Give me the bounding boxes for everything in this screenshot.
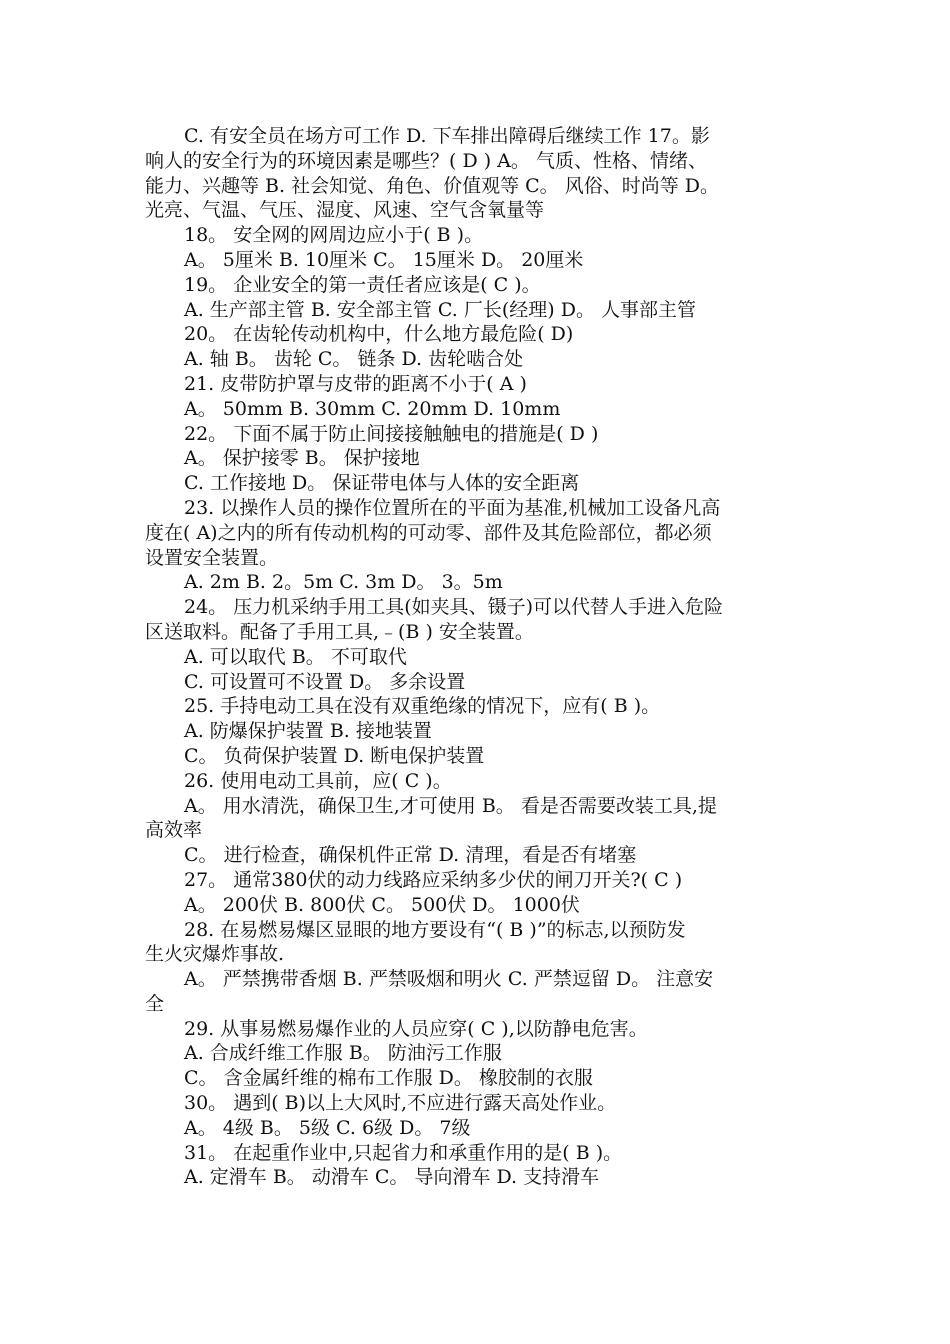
text-line: 26. 使用电动工具前，应( C )。 — [184, 769, 452, 792]
text-line: 22。 下面不属于防止间接接触触电的措施是( D ) — [184, 422, 599, 445]
text-line: A。 4级 B。 5级 C. 6级 D。 7级 — [184, 1116, 471, 1139]
text-line: A. 合成纤维工作服 B。 防油污工作服 — [184, 1042, 502, 1065]
text-line: 光亮、气温、气压、湿度、风速、空气含氧量等 — [145, 199, 545, 222]
text-line: 23. 以操作人员的操作位置所在的平面为基准,机械加工设备凡高 — [184, 496, 721, 519]
text-line: A。 严禁携带香烟 B. 严禁吸烟和明火 C. 严禁逗留 D。 注意安 — [184, 968, 714, 991]
text-line: C. 可设置可不设置 D。 多余设置 — [184, 670, 466, 693]
text-line: C. 有安全员在场方可工作 D. 下车排出障碍后继续工作 17。影 — [184, 125, 710, 147]
text-line: A. 2m B. 2。5m C. 3m D。 3。5m — [184, 571, 503, 594]
text-line: 18。 安全网的网周边应小于( B )。 — [184, 224, 484, 247]
text-line: A. 生产部主管 B. 安全部主管 C. 厂长(经理) D。 人事部主管 — [184, 298, 696, 321]
text-line: A. 定滑车 B。 动滑车 C。 导向滑车 D. 支持滑车 — [184, 1166, 600, 1189]
text-line: C。 含金属纤维的棉布工作服 D。 橡胶制的衣服 — [184, 1067, 593, 1090]
text-line: A。 200伏 B. 800伏 C。 500伏 D。 1000伏 — [184, 893, 580, 916]
text-line: 全 — [145, 992, 165, 1015]
text-line: 19。 企业安全的第一责任者应该是( C )。 — [184, 273, 541, 296]
text-line: 能力、兴趣等 B. 社会知觉、角色、价值观等 C。 风俗、时尚等 D。 — [145, 174, 719, 197]
text-line: 区送取料。配备了手用工具,﹣(B ) 安全装置。 — [145, 620, 534, 643]
text-line: 30。 遇到( B)以上大风时,不应进行露天高处作业。 — [184, 1092, 617, 1115]
text-line: C。 负荷保护装置 D. 断电保护装置 — [184, 744, 485, 767]
text-line: A. 防爆保护装置 B. 接地装置 — [184, 720, 432, 743]
text-line: 响人的安全行为的环境因素是哪些？( D ) A。 气质、性格、情绪、 — [145, 149, 707, 172]
text-line: 24。 压力机采纳手用工具(如夹具、镊子)可以代替人手进入危险 — [184, 596, 724, 619]
text-line: A. 轴 B。 齿轮 C。 链条 D. 齿轮啮合处 — [184, 348, 524, 371]
text-line: 生火灾爆炸事故. — [145, 943, 285, 966]
text-line: 设置安全装置。 — [145, 546, 279, 569]
text-line: A。 保护接零 B。 保护接地 — [184, 447, 420, 470]
text-line: 28. 在易燃易爆区显眼的地方要设有“( B )”的标志,以预防发 — [184, 918, 686, 941]
text-line: 25. 手持电动工具在没有双重绝缘的情况下，应有( B )。 — [184, 695, 661, 718]
text-line: 20。 在齿轮传动机构中，什么地方最危险( D) — [184, 323, 574, 346]
text-line: 21. 皮带防护罩与皮带的距离不小于( A ) — [184, 372, 527, 395]
text-line: C. 工作接地 D。 保证带电体与人体的安全距离 — [184, 472, 580, 495]
text-line: A。 5厘米 B. 10厘米 C。 15厘米 D。 20厘米 — [184, 248, 584, 271]
text-line: A. 可以取代 B。 不可取代 — [184, 645, 407, 668]
text-line: A。 用水清洗，确保卫生,才可使用 B。 看是否需要改装工具,提 — [184, 794, 717, 817]
text-line: A。 50mm B. 30mm C. 20mm D. 10mm — [184, 397, 561, 420]
document-body — [145, 124, 799, 1190]
text-line: 29. 从事易燃易爆作业的人员应穿( C ),以防静电危害。 — [184, 1017, 648, 1040]
text-line: 高效率 — [145, 819, 203, 842]
text-line: 度在( A)之内的所有传动机构的可动零、部件及其危险部位，都必须 — [145, 521, 712, 544]
text-line: 31。 在起重作业中,只起省力和承重作用的是( B )。 — [184, 1141, 623, 1164]
text-line: C。 进行检查，确保机件正常 D. 清理，看是否有堵塞 — [184, 844, 637, 867]
text-line: 27。 通常380伏的动力线路应采纳多少伏的闸刀开关?( C ) — [184, 868, 683, 891]
